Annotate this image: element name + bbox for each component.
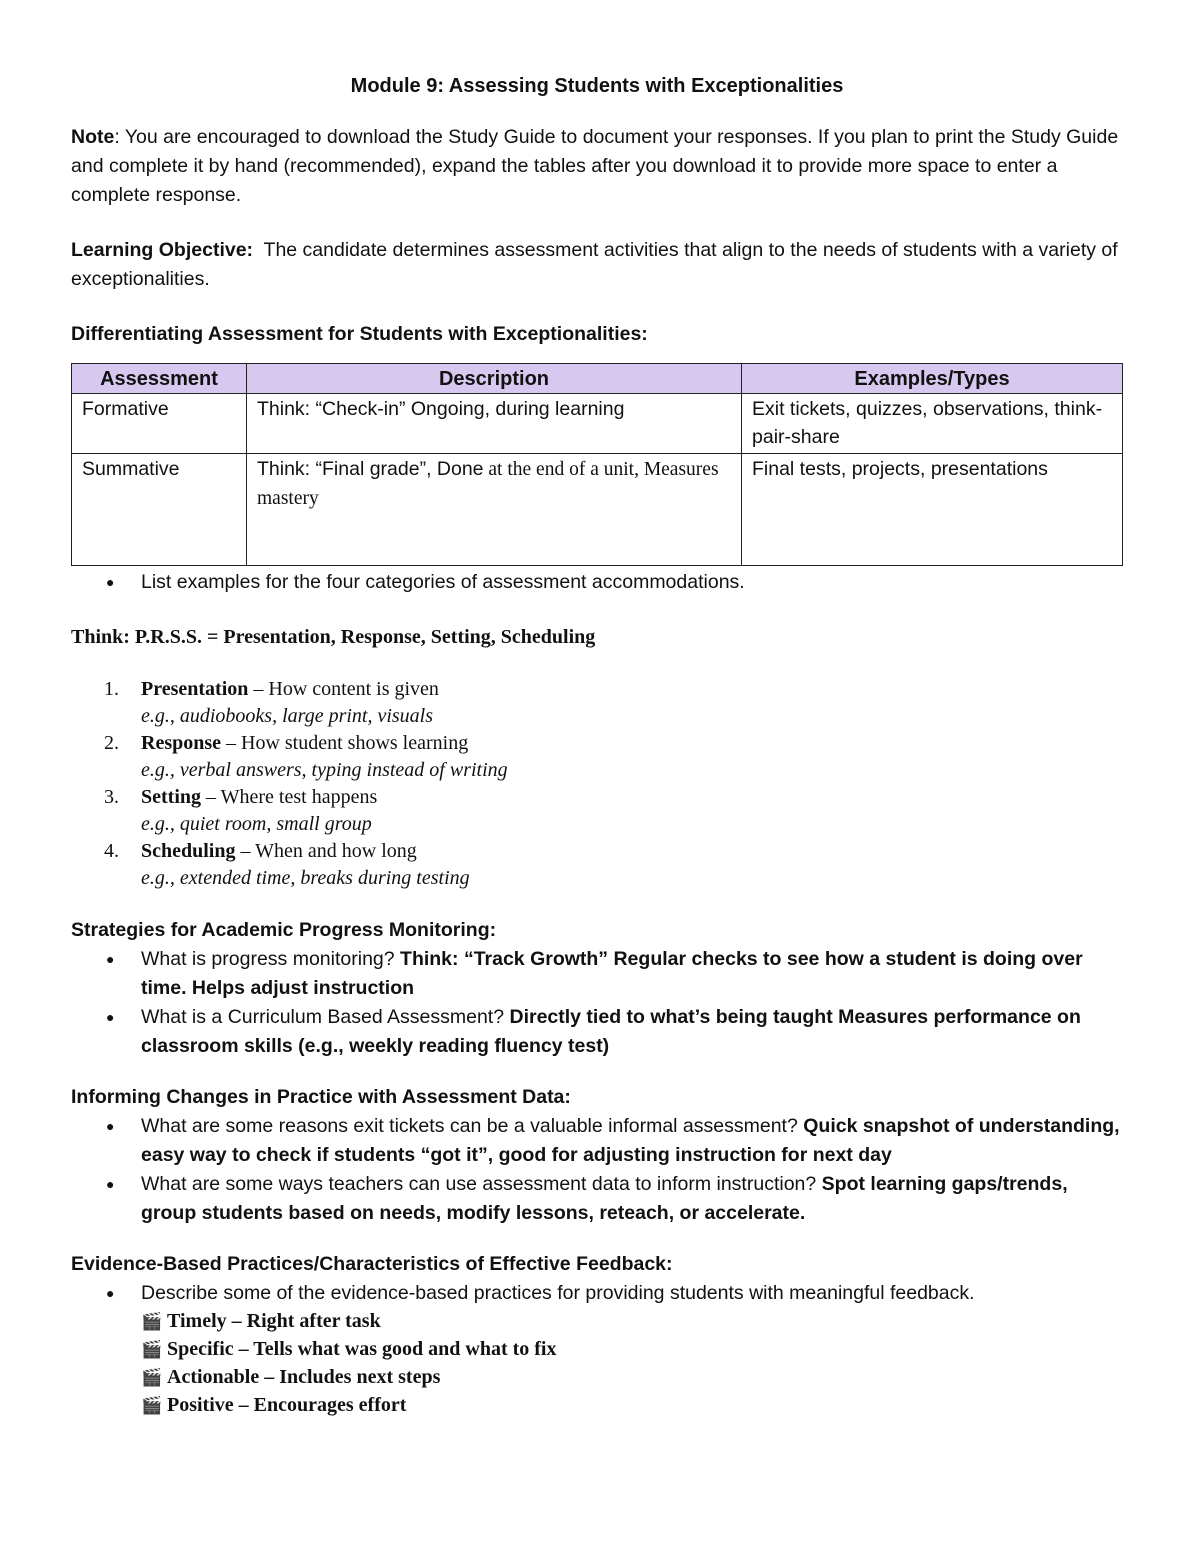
note-text: : You are encouraged to download the Study Guide to document your responses. If you plan to print the Study Guide and complete it by hand (recommended), expand the tables after you download it to provide more space to enter a complete response.	[71, 126, 1119, 206]
table-cell-description	[247, 454, 742, 566]
feedback-item-text: Positive – Encourages effort	[167, 1394, 407, 1416]
feedback-item-text: Specific – Tells what was good and what to fix	[167, 1338, 557, 1360]
objective-text: The candidate determines assessment activities that align to the needs of students with a variety of exceptionalities.	[71, 239, 1124, 290]
prss-term: Scheduling	[141, 840, 236, 862]
table-cell-assessment: Formative	[72, 394, 247, 454]
diff-heading: Differentiating Assessment for Students with Exceptionalities:	[71, 323, 648, 345]
prss-term: Setting	[141, 786, 201, 808]
prss-desc: – How content is given	[248, 678, 439, 700]
list-number: 3.	[104, 786, 119, 808]
feedback-heading: Evidence-Based Practices/Characteristics of Effective Feedback:	[71, 1253, 673, 1275]
answer-text: Directly tied to what’s being taught Measures performance on classroom skills (e.g., weekly reading fluency test)	[141, 1006, 1081, 1057]
clapperboard-icon: 🎬	[141, 1312, 163, 1332]
list-number: 2.	[104, 732, 119, 754]
feedback-item-text: Timely – Right after task	[167, 1310, 381, 1332]
feedback-items	[71, 1308, 1123, 1420]
feedback-list	[71, 1279, 1123, 1308]
table-cell-description	[247, 394, 742, 454]
list-item	[71, 1308, 1123, 1336]
list-item	[71, 1336, 1123, 1364]
prss-term: Response	[141, 732, 222, 754]
description-text: Think: “Check-in” Ongoing, during learning	[257, 398, 625, 420]
document-page	[71, 72, 1123, 1420]
list-item	[71, 1112, 1123, 1170]
answer-text: Think: “Track Growth” Regular checks to see how a student is doing over time. Helps adjust instruction	[141, 948, 1083, 999]
prss-example: e.g., extended time, breaks during testing	[141, 867, 470, 889]
prss-think: Think: P.R.S.S. = Presentation, Response, Setting, Scheduling	[71, 626, 596, 648]
list-item: ● Describe some of the evidence-based practices for providing students with meaningful feedback.	[71, 1279, 1123, 1308]
strategies-heading: Strategies for Academic Progress Monitoring:	[71, 919, 497, 941]
feedback-item-text: Actionable – Includes next steps	[167, 1366, 441, 1388]
table-header-assessment: Assessment	[72, 364, 247, 394]
clapperboard-icon: 🎬	[141, 1368, 163, 1388]
prss-desc: – Where test happens	[201, 786, 378, 808]
table-cell-assessment: Summative	[72, 454, 247, 566]
page-title: Module 9: Assessing Students with Exceptionalities	[350, 75, 844, 97]
assessment-table	[71, 363, 1123, 566]
question-text: What are some reasons exit tickets can be a valuable informal assessment?	[141, 1115, 804, 1137]
table-cell-examples: Exit tickets, quizzes, observations, think-pair-share	[742, 394, 1123, 454]
table-header-row	[72, 364, 1123, 394]
informing-list	[71, 1112, 1123, 1228]
answer-text: Spot learning gaps/trends, group students based on needs, modify lessons, reteach, or accelerate.	[141, 1173, 1068, 1224]
prss-example: e.g., verbal answers, typing instead of writing	[141, 759, 508, 781]
list-item	[71, 1364, 1123, 1392]
table-cell-examples: Final tests, projects, presentations	[742, 454, 1123, 566]
list-item	[71, 1392, 1123, 1420]
note-label: Note	[71, 126, 115, 148]
diff-bullet-list	[71, 568, 1123, 597]
answer-text: Quick snapshot of understanding, easy way to check if students “got it”, good for adjusting instruction for next day	[141, 1115, 1120, 1166]
table-header-examples: Examples/Types	[742, 364, 1123, 394]
objective-paragraph	[71, 236, 1123, 294]
list-item	[71, 1170, 1123, 1228]
table-header-description: Description	[247, 364, 742, 394]
prss-list	[71, 676, 1123, 892]
prss-example: e.g., quiet room, small group	[141, 813, 372, 835]
informing-heading: Informing Changes in Practice with Assessment Data:	[71, 1086, 571, 1108]
description-text: Think: “Final grade”, Done	[257, 458, 484, 480]
prss-example: e.g., audiobooks, large print, visuals	[141, 705, 434, 727]
question-text: What is progress monitoring?	[141, 948, 401, 970]
list-item: ● List examples for the four categories of assessment accommodations.	[71, 568, 1123, 597]
list-item	[71, 838, 1123, 892]
clapperboard-icon: 🎬	[141, 1340, 163, 1360]
list-number: 4.	[104, 840, 119, 862]
question-text: What is a Curriculum Based Assessment?	[141, 1006, 510, 1028]
strategies-list	[71, 945, 1123, 1061]
objective-label: Learning Objective:	[71, 239, 254, 261]
table-row	[72, 454, 1123, 566]
list-item	[71, 945, 1123, 1003]
list-number: 1.	[104, 678, 119, 700]
table-row	[72, 394, 1123, 454]
list-item	[71, 676, 1123, 730]
prss-term: Presentation	[141, 678, 249, 700]
clapperboard-icon: 🎬	[141, 1396, 163, 1416]
prss-desc: – When and how long	[235, 840, 417, 862]
list-item	[71, 784, 1123, 838]
question-text: What are some ways teachers can use assessment data to inform instruction?	[141, 1173, 822, 1195]
description-text-serif: at the end of a unit, Measures mastery	[257, 459, 719, 509]
list-item	[71, 1003, 1123, 1061]
note-paragraph	[71, 123, 1123, 210]
list-item	[71, 730, 1123, 784]
prss-desc: – How student shows learning	[221, 732, 469, 754]
